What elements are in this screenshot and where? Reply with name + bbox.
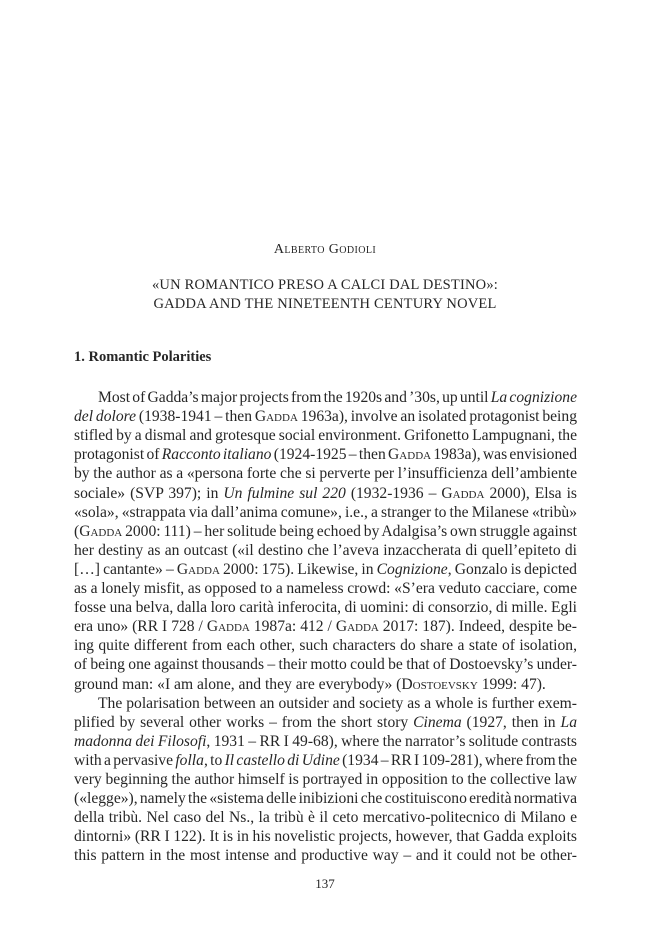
italic-text: Cognizione — [376, 560, 448, 578]
text-line — [74, 445, 577, 464]
text-line — [74, 846, 577, 865]
page-number: 137 — [315, 876, 335, 891]
text-run: della tribù. Nel caso del Ns., la tribù è il ceto mercativo-politecnico di Milano e — [74, 809, 577, 827]
text-run: 2017: 187). Indeed, despite be- — [378, 618, 577, 636]
italic-text: folla — [175, 751, 204, 769]
text-line — [74, 598, 577, 617]
text-run: (1932-1936 – — [345, 484, 442, 502]
text-run: dintorni» (RR I 122). It is in his novelistic projects, however, that Gadda exploits — [74, 828, 577, 846]
text-line — [74, 789, 577, 808]
text-line — [74, 636, 577, 655]
text-line — [98, 388, 577, 407]
small-caps-text: Gadda — [176, 560, 220, 578]
text-run: 2000: 175). Likewise, in — [219, 560, 377, 578]
text-run: 1999: 47). — [477, 675, 546, 693]
small-caps-text: Gadda — [254, 408, 298, 426]
text-line — [74, 713, 577, 732]
text-run: as a lonely misfit, as opposed to a nameless crowd: «S’era veduto cacciare, come — [74, 580, 577, 597]
text-line — [74, 484, 577, 503]
small-caps-text: Gadda — [335, 618, 379, 636]
text-run: of being one against thousands – their motto could be that of Dostoevsky’s under- — [74, 656, 577, 674]
text-line — [74, 732, 577, 751]
text-run: by the author as a «persona forte che si perverte per l’insufficienza dell’ambiente — [74, 465, 577, 483]
section-heading: 1. Romantic Polarities — [74, 349, 212, 365]
small-caps-text: Dostoevsky — [401, 675, 478, 693]
text-run: […] cantante» – — [74, 560, 177, 578]
text-run: fosse una belva, dalla loro carità inferocita, di uomini: di consorzio, di mille. Egli — [74, 599, 577, 617]
text-line — [74, 464, 577, 483]
small-caps-text: Gadda — [79, 522, 123, 540]
text-run: , Gonzalo is depicted — [447, 560, 577, 578]
text-run: (1927, then in — [461, 713, 561, 731]
text-run: «sola», «strappata via dall’anima comune», i.e., a stranger to the Milanese «tribù» — [74, 503, 577, 521]
text-run: ( — [74, 522, 80, 540]
small-caps-text: Gadda — [206, 618, 250, 636]
text-line — [74, 617, 577, 636]
text-line — [74, 503, 577, 522]
small-caps-text: Gadda — [441, 484, 485, 502]
text-run: («legge»), namely the «sistema delle inibizioni che costituiscono eredità normativa — [74, 790, 577, 808]
text-run: The polarisation between an outsider and society as a whole is further exem- — [98, 694, 577, 712]
text-run: era uno» (RR I 728 / — [74, 618, 207, 636]
article-title-line-2: GADDA AND THE NINETEENTH CENTURY NOVEL — [153, 296, 497, 312]
text-run: very beginning the author himself is portrayed in opposition to the collective law — [74, 771, 577, 788]
small-caps-text: Gadda — [388, 446, 432, 464]
text-run: (1938-1941 – then — [136, 408, 255, 426]
text-run: 2000), Elsa is — [484, 484, 577, 502]
author-name: Alberto Godioli — [273, 242, 377, 257]
text-run: with a pervasive — [74, 751, 176, 769]
text-line — [74, 808, 577, 827]
text-line — [74, 827, 577, 846]
text-line — [74, 407, 577, 426]
article-title-line-1: «UN ROMANTICO PRESO A CALCI DAL DESTINO»: — [151, 277, 498, 293]
text-run: ground man: «I am alone, and they are everybody» ( — [74, 675, 402, 693]
text-run: 1963a), involve an isolated protagonist being — [297, 408, 577, 426]
text-run: this pattern in the most intense and productive way – and it could not be other- — [74, 847, 577, 865]
text-run: 1987a: 412 / — [249, 618, 336, 636]
text-line — [74, 675, 546, 694]
text-line — [74, 560, 577, 579]
italic-text: La cognizione — [490, 389, 577, 406]
text-run: ing quite different from each other, such characters do share a state of isolation, — [74, 637, 577, 655]
text-line — [74, 655, 577, 674]
text-run: protagonist of — [74, 446, 162, 464]
italic-text: Il castello di Udine — [224, 751, 340, 769]
text-line — [74, 426, 577, 445]
text-line — [74, 751, 577, 770]
text-run: stifled by a dismal and grotesque social environment. Grifonetto Lampugnani, the — [74, 427, 577, 445]
text-run: (1924-1925 – then — [271, 446, 389, 464]
text-line — [98, 694, 577, 713]
italic-text: Un fulmine sul 220 — [223, 484, 346, 502]
text-run: 2000: 111) – her solitude being echoed by Adalgisa’s own struggle against — [122, 522, 577, 540]
italic-text: La — [560, 713, 577, 731]
text-run: Most of Gadda’s major projects from the 1920s and ’30s, up until — [98, 389, 491, 406]
italic-text: madonna dei Filosofi — [74, 732, 207, 750]
text-run: 1983a), was envisioned — [431, 446, 577, 464]
italic-text: del dolore — [74, 408, 137, 426]
text-run: , to — [203, 751, 225, 769]
text-run: , 1931 – RR I 49-68), where the narrator’s solitude contrasts — [206, 732, 577, 750]
text-line — [74, 522, 577, 541]
text-line — [74, 541, 577, 560]
italic-text: Racconto italiano — [161, 446, 272, 464]
text-run: (1934 – RR I 109-281), where from the — [339, 751, 577, 769]
text-run: sociale» (SVP 397); in — [74, 484, 224, 502]
text-run: her destiny as an outcast («il destino che l’aveva inzaccherata di quell’epiteto di — [74, 541, 577, 559]
text-run: plified by several other works – from the short story — [74, 713, 414, 731]
text-line — [74, 770, 577, 789]
italic-text: Cinema — [413, 713, 462, 731]
text-line — [74, 579, 577, 598]
